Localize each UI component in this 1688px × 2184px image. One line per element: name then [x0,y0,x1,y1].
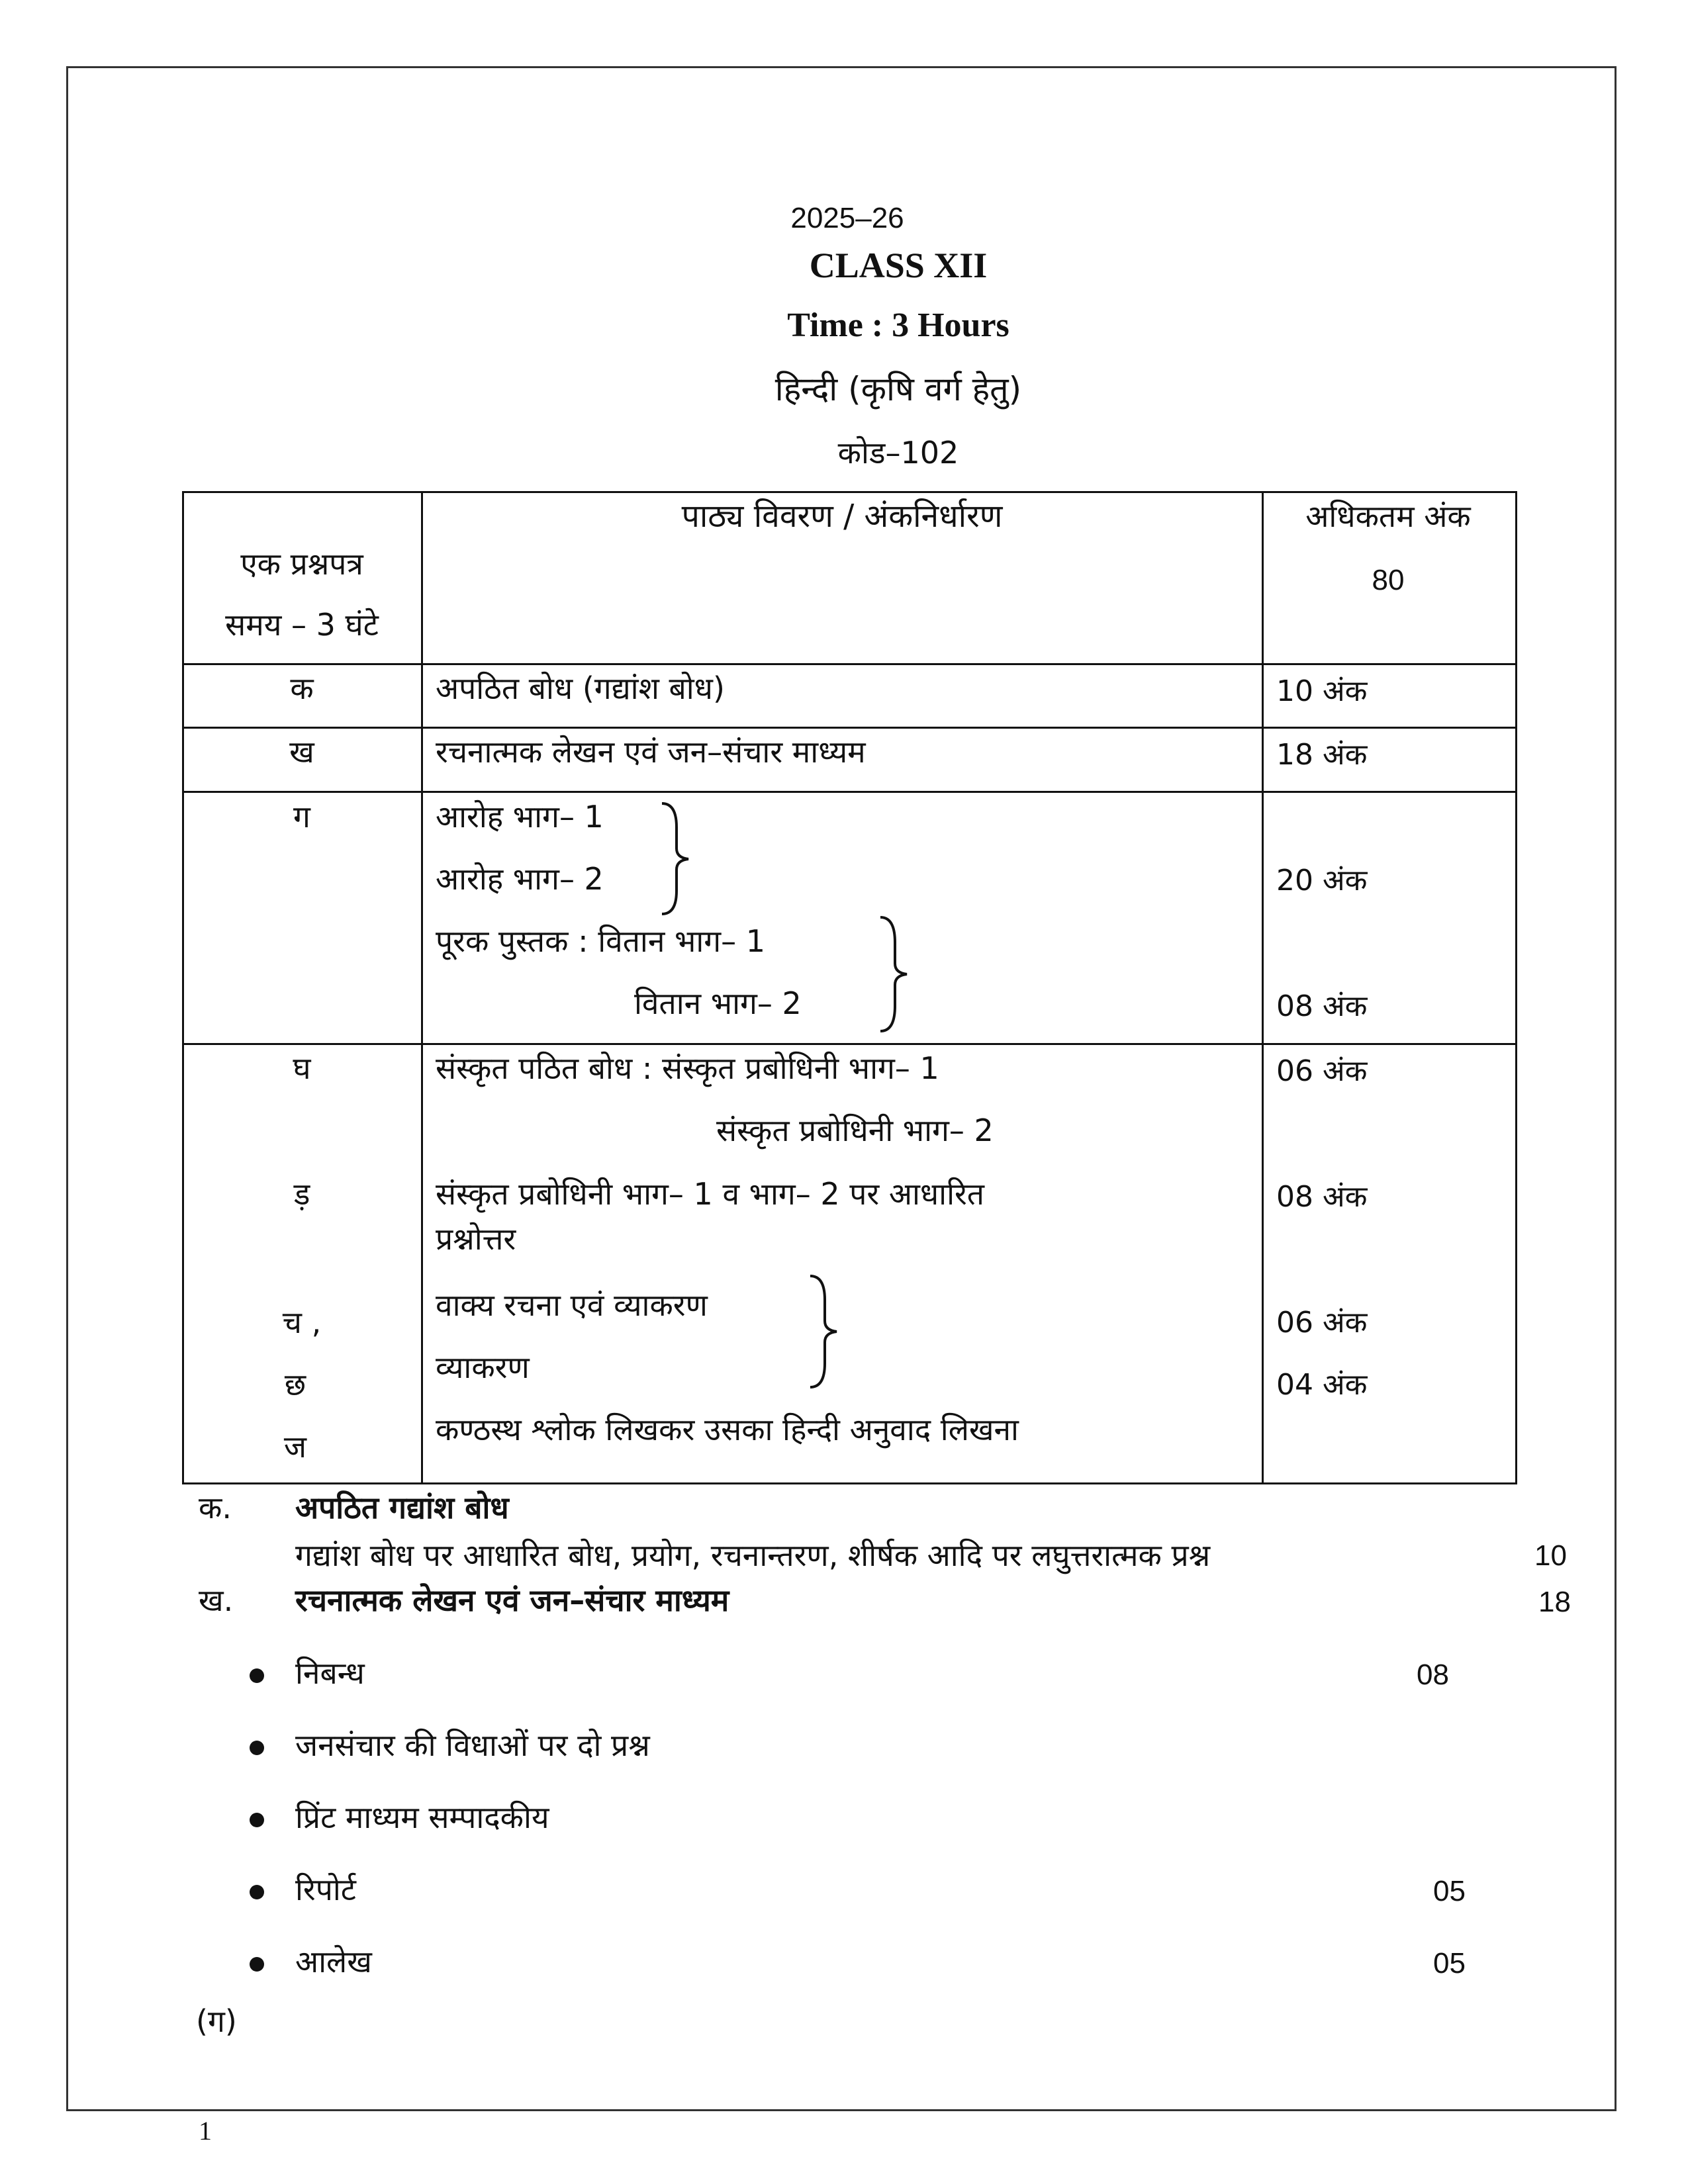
time-title: Time : 3 Hours [787,306,1009,344]
sanskrit-pathit-line1: संस्कृत पठित बोध : संस्कृत प्रबोधिनी भाग– 1 [436,1050,939,1086]
head-max-marks: अधिकतम अंक [1305,498,1471,534]
section-cha: च , [282,1304,322,1340]
section-ka-desc: अपठित बोध (गद्यांश बोध) [436,670,725,706]
bullet-dot [250,1885,264,1899]
section-nga: ड़ [293,1176,310,1212]
grammar-brace [808,1273,841,1390]
bullet-alekh-marks: 05 [1433,1947,1466,1979]
detail-kha-marks: 18 [1538,1586,1571,1618]
section-kha: ख [289,734,314,770]
grammar-marks-2: 04 अंक [1276,1368,1368,1402]
vitan-brace [878,915,911,1034]
aroh-marks: 20 अंक [1276,864,1368,897]
detail-ka-title: अपठित गद्यांश बोध [295,1490,509,1525]
subject-title: हिन्दी (कृषि वर्ग हेतु) [774,370,1022,408]
vakya-rachna: वाक्य रचना एवं व्याकरण [436,1287,708,1323]
vitan-part-1: पूरक पुस्तक : वितान भाग– 1 [436,923,766,959]
bullet-print-madhyam: प्रिंट माध्यम सम्पादकीय [295,1799,549,1835]
section-gha-marks: 06 अंक [1276,1054,1368,1088]
bullet-jansanchar: जनसंचार की विधाओं पर दो प्रश्न [295,1727,650,1763]
sanskrit-qa-line1: संस्कृत प्रबोधिनी भाग– 1 व भाग– 2 पर आधारित [436,1176,985,1212]
subject-code: कोड–102 [837,435,959,471]
vitan-part-2: वितान भाग– 2 [634,985,802,1021]
head-paper: एक प्रश्नपत्र [240,546,363,582]
detail-ka-marks: 10 [1534,1539,1567,1572]
sanskrit-qa-line2: प्रश्नोत्तर [436,1221,516,1257]
bullet-nibandh: निबन्ध [295,1655,365,1691]
bullet-dot [250,1813,264,1827]
bullet-dot [250,1668,264,1683]
section-gha: घ [293,1050,311,1086]
aroh-brace [659,801,692,917]
section-kha-desc: रचनात्मक लेखन एवं जन–संचार माध्यम [436,734,866,770]
bullet-nibandh-marks: 08 [1417,1659,1449,1691]
section-ka: क [290,670,314,706]
detail-kha-label: ख. [199,1582,234,1618]
detail-ka-desc: गद्यांश बोध पर आधारित बोध, प्रयोग, रचनान्तरण, शीर्षक आदि पर लघुत्तरात्मक प्रश्न [295,1537,1211,1573]
head-time: समय – 3 घंटे [225,607,379,643]
section-nga-marks: 08 अंक [1276,1180,1368,1214]
grammar-marks-1: 06 अंक [1276,1306,1368,1340]
head-total-marks: 80 [1372,564,1405,596]
academic-year: 2025–26 [790,202,904,234]
aroh-part-1: आरोह भाग– 1 [436,799,604,835]
detail-ka-label: क. [199,1490,232,1525]
head-syllabus: पाठ्य विवरण / अंकनिर्धारण [681,498,1003,535]
aroh-part-2: आरोह भाग– 2 [436,861,604,897]
section-ka-marks: 10 अंक [1276,674,1368,708]
page-number: 1 [199,2116,212,2146]
detail-kha-title: रचनात्मक लेखन एवं जन–संचार माध्यम [295,1582,729,1618]
vitan-marks: 08 अंक [1276,989,1368,1023]
class-title: CLASS XII [809,246,988,285]
section-chha: छ [284,1367,306,1402]
sanskrit-pathit-line2: संस्कृत प्रबोधिनी भाग– 2 [716,1113,994,1148]
bullet-dot [250,1741,264,1755]
section-kha-marks: 18 अंक [1276,738,1368,772]
bullet-report: रिपोर्ट [295,1872,356,1907]
bullet-alekh: आलेख [295,1944,372,1979]
section-ja: ज [283,1429,307,1465]
section-ga: ग [293,799,310,835]
vyakaran: व्याकरण [436,1349,530,1385]
bullet-dot [250,1957,264,1972]
bullet-report-marks: 05 [1433,1875,1466,1907]
shlok-anuvad: कण्ठस्थ श्लोक लिखकर उसका हिन्दी अनुवाद लिखना [436,1412,1019,1447]
detail-ga-label: (ग) [196,2003,237,2039]
